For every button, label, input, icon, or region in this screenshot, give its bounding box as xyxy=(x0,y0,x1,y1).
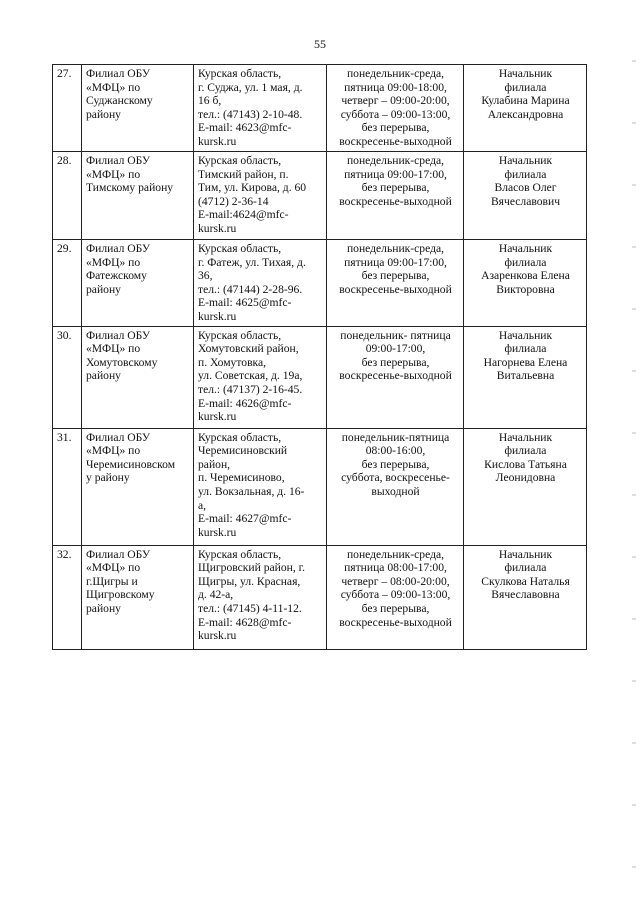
address-cell xyxy=(194,326,327,428)
address-line: E-mail: 4628@mfc- xyxy=(198,615,292,629)
branch-name-line: «МФЦ» по xyxy=(86,80,141,94)
address-line: kursk.ru xyxy=(198,221,237,235)
address-cell xyxy=(194,65,327,152)
schedule-line: без перерыва, xyxy=(361,355,430,369)
address-line: kursk.ru xyxy=(198,309,237,323)
address-line: Курская область, xyxy=(198,154,282,167)
branch-name-line: г.Щигры и xyxy=(86,574,138,588)
address-line: Курская область, xyxy=(198,67,282,80)
address-cell xyxy=(194,240,327,327)
address-line: тел.: (47145) 4-11-12. xyxy=(198,601,302,615)
address-line: E-mail: 4627@mfc- xyxy=(198,512,292,526)
address-line: а, xyxy=(198,498,207,512)
head-cell xyxy=(464,545,587,649)
schedule-cell xyxy=(327,152,464,240)
schedule-line: без перерыва, xyxy=(361,457,430,471)
branch-name-cell xyxy=(82,240,194,327)
branch-name-cell xyxy=(82,428,194,545)
schedule-cell xyxy=(327,65,464,152)
schedule-line: суббота – 09:00-13:00, xyxy=(340,107,451,121)
address-line: г. Фатеж, ул. Тихая, д. xyxy=(198,255,306,269)
schedule-line: понедельник-среда, xyxy=(346,547,445,561)
schedule-cell xyxy=(327,428,464,545)
branch-name-line: Черемисиновском xyxy=(86,457,176,471)
address-line: Хомутовский район, xyxy=(198,342,299,356)
row-number: 29. xyxy=(53,240,82,327)
branch-name-line: «МФЦ» по xyxy=(86,255,141,269)
schedule-line: пятница 09:00-17:00, xyxy=(344,167,447,181)
branch-name-line: району xyxy=(86,107,121,121)
head-line: Александровна xyxy=(487,107,564,121)
head-line: Начальник xyxy=(498,547,553,561)
address-line: ул. Вокзальная, д. 16- xyxy=(198,484,305,498)
branch-name-line: Филиал ОБУ xyxy=(86,430,151,444)
address-line: тел.: (47144) 2-28-96. xyxy=(198,282,303,296)
head-line: Вячеславович xyxy=(490,194,561,208)
address-line: Черемисиновский xyxy=(198,444,288,458)
head-line: Власов Олег xyxy=(494,181,557,195)
address-cell xyxy=(194,428,327,545)
branch-name-line: Филиал ОБУ xyxy=(86,328,151,342)
address-line: Курская область, xyxy=(198,430,282,444)
table-row xyxy=(53,152,587,240)
table-row xyxy=(53,65,587,152)
address-line: тел.: (47143) 2-10-48. xyxy=(198,107,303,121)
schedule-line: суббота, воскресенье- xyxy=(341,471,450,485)
table-body xyxy=(53,65,587,650)
head-cell xyxy=(464,240,587,327)
table-row xyxy=(53,326,587,428)
head-line: филиала xyxy=(504,444,547,458)
branch-name-cell xyxy=(82,65,194,152)
schedule-line: 08:00-16:00, xyxy=(365,444,426,458)
schedule-line: воскресенье-выходной xyxy=(339,194,452,208)
head-line: Начальник xyxy=(498,154,553,167)
page-number: 55 xyxy=(314,37,326,51)
address-line: г. Суджа, ул. 1 мая, д. xyxy=(198,80,303,94)
schedule-line: понедельник-среда, xyxy=(346,242,445,255)
address-line: kursk.ru xyxy=(198,410,237,424)
schedule-line: воскресенье-выходной xyxy=(339,369,452,383)
schedule-line: выходной xyxy=(371,484,420,498)
schedule-line: понедельник-среда, xyxy=(346,154,445,167)
head-line: Скулкова Наталья xyxy=(481,574,570,588)
address-line: 16 б, xyxy=(198,94,222,108)
schedule-line: воскресенье-выходной xyxy=(339,282,452,296)
head-cell xyxy=(464,65,587,152)
schedule-line: четверг – 09:00-20:00, xyxy=(341,94,450,108)
schedule-line: четверг – 08:00-20:00, xyxy=(341,574,450,588)
address-line: п. Черемисиново, xyxy=(198,471,285,485)
head-line: Вячеславовна xyxy=(491,588,560,602)
head-line: Леонидовна xyxy=(495,471,556,485)
address-line: Курская область, xyxy=(198,242,282,255)
branch-name-line: «МФЦ» по xyxy=(86,342,141,356)
schedule-line: без перерыва, xyxy=(361,181,430,195)
schedule-line: понедельник-пятница xyxy=(341,430,450,444)
schedule-line: понедельник- пятница xyxy=(340,328,451,342)
address-line: (4712) 2-36-14 xyxy=(198,194,269,208)
head-line: филиала xyxy=(504,167,547,181)
schedule-cell xyxy=(327,240,464,327)
schedule-line: пятница 09:00-17:00, xyxy=(344,255,447,269)
schedule-line: без перерыва, xyxy=(361,121,430,135)
address-line: Тим, ул. Кирова, д. 60 xyxy=(198,181,307,195)
schedule-line: без перерыва, xyxy=(361,601,430,615)
schedule-cell xyxy=(327,545,464,649)
head-cell xyxy=(464,152,587,240)
page-edge-shadow xyxy=(632,0,636,898)
branch-table xyxy=(52,64,587,650)
address-line: kursk.ru xyxy=(198,134,237,148)
table-row xyxy=(53,428,587,545)
address-line: 36, xyxy=(198,269,213,283)
address-cell xyxy=(194,545,327,649)
branch-name-line: Филиал ОБУ xyxy=(86,67,151,80)
schedule-line: пятница 08:00-17:00, xyxy=(344,561,447,575)
address-line: E-mail:4624@mfc- xyxy=(198,208,289,222)
head-line: Азаренкова Елена xyxy=(481,269,570,283)
branch-name-cell xyxy=(82,545,194,649)
row-number: 28. xyxy=(53,152,82,240)
head-line: филиала xyxy=(504,255,547,269)
schedule-line: воскресенье-выходной xyxy=(339,615,452,629)
head-line: Витальевна xyxy=(496,369,555,383)
branch-name-line: району xyxy=(86,282,121,296)
head-line: филиала xyxy=(504,561,547,575)
address-line: Курская область, xyxy=(198,328,282,342)
branch-name-line: Хомутовскому xyxy=(86,355,158,369)
head-line: филиала xyxy=(504,80,547,94)
branch-name-cell xyxy=(82,326,194,428)
branch-name-line: Филиал ОБУ xyxy=(86,547,151,561)
head-line: Начальник xyxy=(498,242,553,255)
address-line: Щигровский район, г. xyxy=(198,561,306,575)
branch-name-line: у району xyxy=(86,471,130,485)
address-line: Курская область, xyxy=(198,547,282,561)
schedule-cell xyxy=(327,326,464,428)
table-row xyxy=(53,240,587,327)
address-line: E-mail: 4623@mfc- xyxy=(198,121,292,135)
branch-name-line: Суджанскому xyxy=(86,94,153,108)
branch-name-line: «МФЦ» по xyxy=(86,444,141,458)
branch-name-line: району xyxy=(86,369,121,383)
address-line: Щигры, ул. Красная, xyxy=(198,574,301,588)
head-line: Начальник xyxy=(498,328,553,342)
row-number: 27. xyxy=(53,65,82,152)
schedule-line: пятница 09:00-18:00, xyxy=(344,80,447,94)
branch-name-line: Щигровскому xyxy=(86,588,155,602)
schedule-line: 09:00-17:00, xyxy=(365,342,426,356)
head-line: Кулабина Марина xyxy=(481,94,570,108)
branch-name-line: Тимскому району xyxy=(86,181,174,195)
branch-name-line: Фатежскому xyxy=(86,269,147,283)
branch-name-line: «МФЦ» по xyxy=(86,561,141,575)
address-line: п. Хомутовка, xyxy=(198,355,267,369)
head-line: Викторовна xyxy=(496,282,555,296)
head-line: Начальник xyxy=(498,67,553,80)
schedule-line: понедельник-среда, xyxy=(346,67,445,80)
address-line: Тимский район, п. xyxy=(198,167,289,181)
row-number: 32. xyxy=(53,545,82,649)
branch-name-line: Филиал ОБУ xyxy=(86,154,151,167)
address-line: kursk.ru xyxy=(198,629,237,643)
table-row xyxy=(53,545,587,649)
row-number: 30. xyxy=(53,326,82,428)
address-line: E-mail: 4626@mfc- xyxy=(198,396,292,410)
row-number: 31. xyxy=(53,428,82,545)
schedule-line: воскресенье-выходной xyxy=(339,134,452,148)
address-line: тел.: (47137) 2-16-45. xyxy=(198,382,303,396)
branch-name-line: «МФЦ» по xyxy=(86,167,141,181)
address-line: д. 42-а, xyxy=(198,588,234,602)
schedule-line: без перерыва, xyxy=(361,269,430,283)
head-cell xyxy=(464,326,587,428)
address-line: район, xyxy=(198,457,231,471)
branch-name-line: району xyxy=(86,601,121,615)
head-line: филиала xyxy=(504,342,547,356)
head-line: Начальник xyxy=(498,430,553,444)
address-line: kursk.ru xyxy=(198,525,237,539)
branch-name-cell xyxy=(82,152,194,240)
branch-name-line: Филиал ОБУ xyxy=(86,242,151,255)
schedule-line: суббота – 09:00-13:00, xyxy=(340,588,451,602)
head-cell xyxy=(464,428,587,545)
address-line: ул. Советская, д. 19а, xyxy=(198,369,303,383)
head-line: Кислова Татьяна xyxy=(484,457,567,471)
head-line: Нагорнева Елена xyxy=(483,355,568,369)
address-line: E-mail: 4625@mfc- xyxy=(198,296,292,310)
address-cell xyxy=(194,152,327,240)
